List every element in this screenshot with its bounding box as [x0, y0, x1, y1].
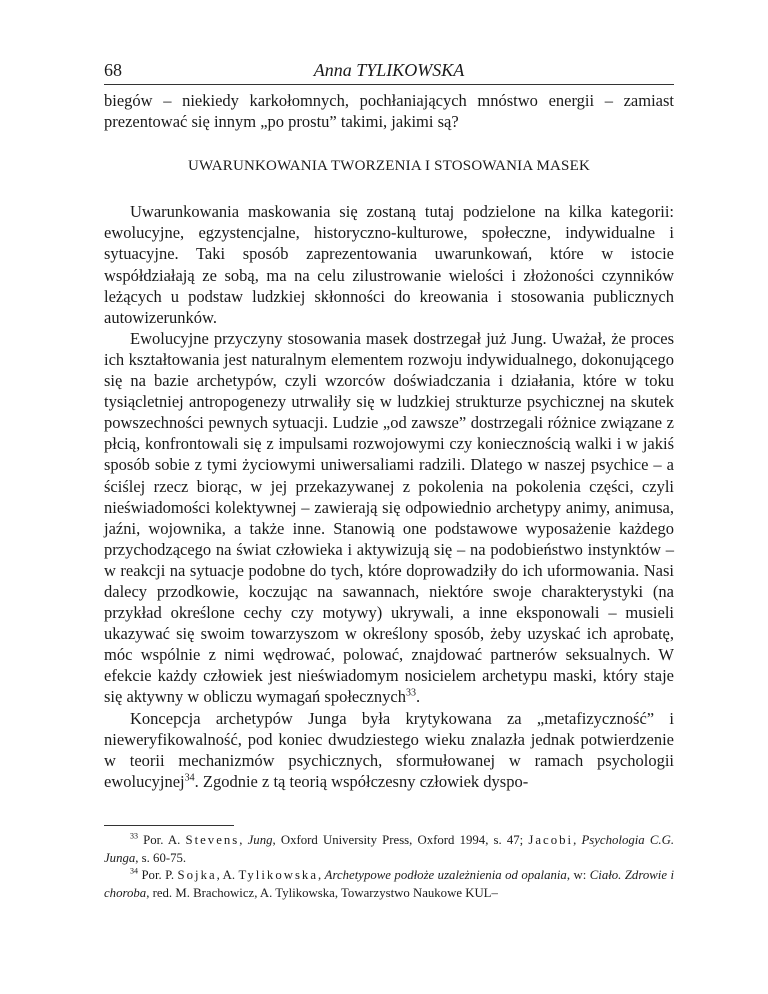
- running-head: Anna TYLIKOWSKA: [313, 60, 465, 80]
- footnote-text: , red. M. Brachowicz, A. Tylikowska, Towarzystwo Naukowe KUL–: [146, 885, 498, 900]
- footnote-number: 33: [130, 831, 138, 841]
- footnote-33: [104, 832, 674, 867]
- footnote-ref[interactable]: 33: [405, 687, 416, 699]
- section-title: UWARUNKOWANIA TWORZENIA I STOSOWANIA MASEK: [187, 158, 590, 175]
- footnote-text: Por. A.: [138, 833, 186, 847]
- footnote-author: Tylikowska: [238, 868, 319, 882]
- footnote-title: Psychologia C.G. Junga: [104, 833, 675, 865]
- footnote-text: ,: [239, 833, 248, 847]
- footnote-title: Jung: [247, 833, 273, 847]
- page-header: [104, 60, 674, 84]
- paragraph: [104, 708, 674, 792]
- page-number: 68: [104, 60, 122, 80]
- footnote-author: Jacobi: [528, 833, 574, 847]
- paragraph: Uwarunkowania maskowania się zostaną tutaj podzielone na kilka kategorii: ewolucyjne, egzystencjalne, historyczno-kulturowe, społeczne, indywidualne i sytuacyjne. Taki sposób zaprezentowania uwarunkowań, które w istocie współdziałają ze sobą, ma na celu zilustrowanie wielości i złożoności czynników leżących u podstaw ludzkiej skłonności do kreowania i stosowania publicznych autowizerunków.: [104, 202, 674, 327]
- footnote-text: , A.: [216, 868, 239, 882]
- body-text: [104, 90, 674, 792]
- footnote-rule: [104, 825, 234, 826]
- footnotes: [104, 832, 674, 902]
- paragraph-text: Koncepcja archetypów Junga była krytykowana za „metafizyczność” i nieweryfikowalność, pod koniec dwudziestego wieku znalazła jednak potwierdzenie w teorii mechanizmów psychicznych, sformułowanej w ramach psychologii ewolucyjnej: [104, 708, 674, 791]
- footnote-text: , Oxford University Press, Oxford 1994, s. 47;: [272, 833, 529, 847]
- footnote-text: ,: [573, 833, 582, 847]
- footnote-text: Por. P.: [138, 868, 178, 882]
- paragraph: [104, 328, 674, 708]
- footnote-text: , w:: [566, 868, 590, 882]
- footnote-number: 34: [130, 866, 138, 876]
- footnote-title: Ciało. Zdrowie i choroba: [104, 868, 675, 900]
- paragraph-text: . Zgodnie z tą teorią współczesny człowiek dyspo-: [194, 771, 529, 791]
- footnote-author: Stevens: [185, 833, 240, 847]
- paragraph-text: .: [415, 687, 421, 707]
- footnote-34: [104, 867, 674, 902]
- paragraph-continuation: biegów – niekiedy karkołomnych, pochłaniających mnóstwo energii – zamiast prezentować się innym „po prostu” takimi, jakimi są?: [104, 91, 674, 132]
- footnote-author: Sojka: [177, 868, 217, 882]
- footnote-ref[interactable]: 34: [184, 772, 195, 784]
- footnote-title: Archetypowe podłoże uzależnienia od opalania: [324, 868, 567, 882]
- paragraph-text: Ewolucyjne przyczyny stosowania masek dostrzegał już Jung. Uważał, że proces ich kształtowania jest naturalnym elementem rozwoju indywidualnego, dokonującego się na bazie archetypów, czyli wzorców doświadczania i działania, które w toku tysiącletniej antropogenezy utrwaliły się w ludzkiej strukturze psychicznej na skutek powszechności pewnych sytuacji. Ludzie „od zawsze” dostrzegali różnice związane z płcią, konfrontowali się z impulsami rozwojowymi czy koniecznością walki i w jakiś sposób sobie z tymi życiowymi uniwersaliami radzili. Dlatego w naszej psychice – a ściślej rzecz biorąc, w jej przekazywanej z pokolenia na pokolenia części, czyli nieświadomości kolektywnej – zawierają się odpowiednio archetypy animy, animusa, jaźni, wojownika, a także inne. Stanowią one podstawowe wyposażenie każdego przychodzącego na świat człowieka i aktywizują się – na podobieństwo instynktów – w reakcji na sytuacje podobne do tych, które doprowadziły do ich uformowania. Nasi dalecy przodkowie, koczując na sawannach, niektóre swoje charakterystyki (na przykład określone cechy czy motywy) ukrywali, a inne eksponowali – musieli ukazywać się swoim towarzyszom w określony sposób, żeby uzyskać ich aprobatę, móc wspólnie z nimi wędrować, polować, znajdować partnerów seksualnych. W efekcie każdy człowiek jest nieświadomym nosicielem archetypu maski, który staje się aktywny w obliczu wymagań społecznych: [104, 328, 674, 707]
- header-rule: [104, 84, 674, 85]
- footnote-text: ,: [318, 868, 325, 882]
- footnote-text: , s. 60-75.: [135, 850, 187, 865]
